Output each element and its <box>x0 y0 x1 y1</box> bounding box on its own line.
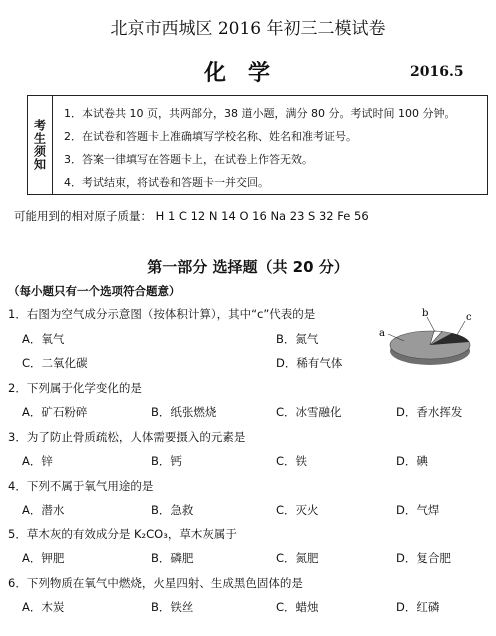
option: A．潜水 <box>22 503 65 517</box>
candidate-notice-box <box>27 95 488 195</box>
question-stem: 5．草木灰的有效成分是 K₂CO₃，草木灰属于 <box>8 527 237 541</box>
notice-item: 2．在试卷和答题卡上准确填写学校名称、姓名和准考证号。 <box>64 130 357 143</box>
question-stem: 3．为了防止骨质疏松，人体需要摄入的元素是 <box>8 430 246 444</box>
option: D．气焊 <box>396 503 440 517</box>
subject-title: 化学 <box>203 60 292 86</box>
exam-title: 北京市西城区 2016 年初三二模试卷 <box>110 19 386 39</box>
option: C．二氧化碳 <box>22 356 88 370</box>
part-heading: 第一部分 选择题（共 20 分） <box>147 258 349 276</box>
air-composition-figure <box>370 305 488 375</box>
exam-date: 2016.5 <box>410 64 464 80</box>
option: A．锌 <box>22 454 53 468</box>
question-stem: 2．下列属于化学变化的是 <box>8 381 142 395</box>
option: D．香水挥发 <box>396 405 463 419</box>
option: A．木炭 <box>22 600 65 614</box>
option: C．冰雪融化 <box>276 405 342 419</box>
notice-item: 1．本试卷共 10 页，共两部分，38 道小题，满分 80 分。考试时间 100 分钟。 <box>64 107 456 120</box>
label-c: c <box>466 312 472 323</box>
option: C．铁 <box>276 454 308 468</box>
atomic-masses: 可能用到的相对原子质量： H 1 C 12 N 14 O 16 Na 23 S 32 Fe 56 <box>14 209 369 223</box>
option: A．氧气 <box>22 332 65 346</box>
option: D．红磷 <box>396 600 440 614</box>
option: D．碘 <box>396 454 428 468</box>
option: A．矿石粉碎 <box>22 405 88 419</box>
leader-line-c <box>457 321 465 335</box>
question-stem: 1．右图为空气成分示意图（按体积计算），其中“c”代表的是 <box>8 307 316 321</box>
option: C．灭火 <box>276 503 319 517</box>
option: B．纸张燃烧 <box>151 405 217 419</box>
part-instruction: （每小题只有一个选项符合题意） <box>8 284 181 298</box>
notice-item: 3．答案一律填写在答题卡上，在试卷上作答无效。 <box>64 153 313 166</box>
option: B．钙 <box>151 454 182 468</box>
leader-line-b <box>427 317 435 332</box>
option: C．蜡烛 <box>276 600 319 614</box>
label-a: a <box>379 328 385 339</box>
option: B．急救 <box>151 503 194 517</box>
question-stem: 6．下列物质在氧气中燃烧，火星四射、生成黑色固体的是 <box>8 576 303 590</box>
option: B．磷肥 <box>151 551 194 565</box>
option: A．钾肥 <box>22 551 65 565</box>
question-stem: 4．下列不属于氧气用途的是 <box>8 479 154 493</box>
notice-item: 4．考试结束，将试卷和答题卡一并交回。 <box>64 176 269 189</box>
option: C．氮肥 <box>276 551 319 565</box>
option: D．复合肥 <box>396 551 451 565</box>
label-b: b <box>422 308 429 319</box>
option: D．稀有气体 <box>276 356 343 370</box>
option: B．氮气 <box>276 332 319 346</box>
option: B．铁丝 <box>151 600 194 614</box>
notice-label: 考生须知 <box>28 96 53 194</box>
